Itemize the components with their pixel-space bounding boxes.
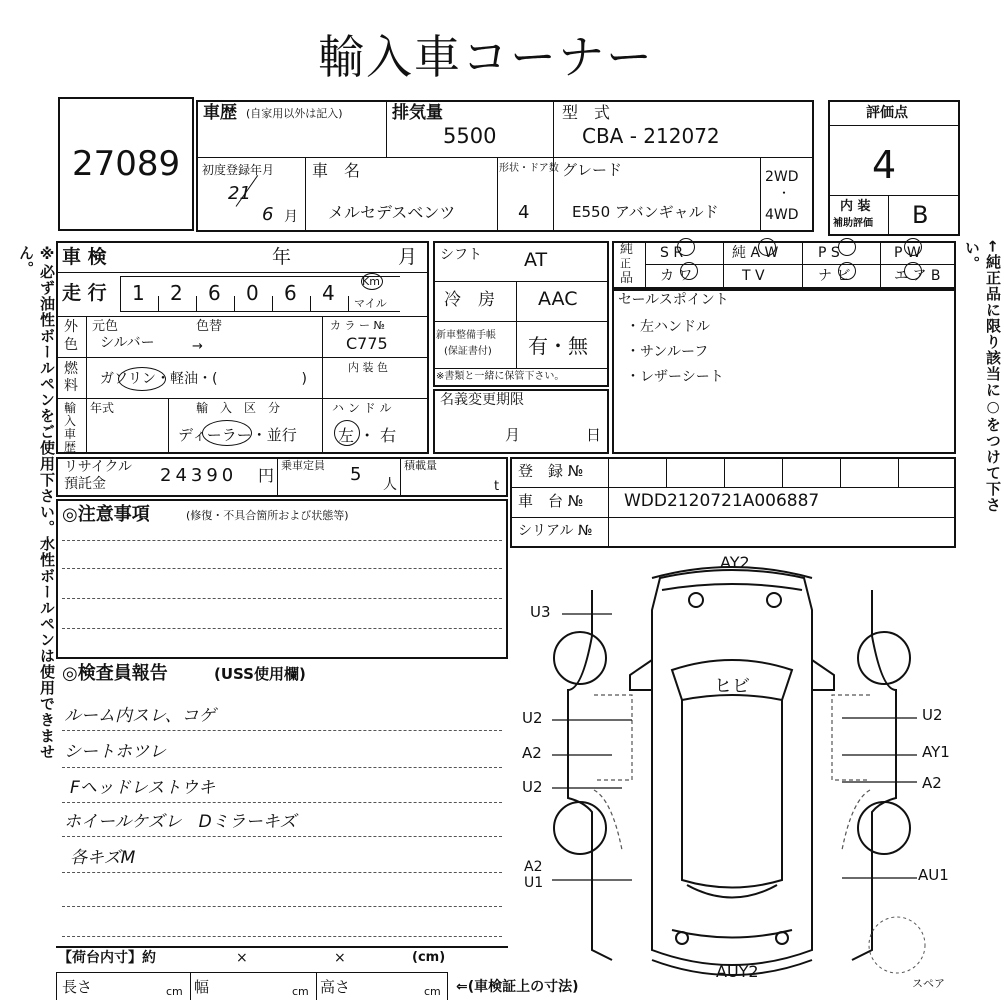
inspector-label: ◎検査員報告 — [62, 663, 168, 684]
handle-label: ハ ン ド ル — [332, 401, 392, 415]
cargo-width: 幅 — [194, 978, 210, 996]
doors-label: 形状・ドア数 — [499, 163, 559, 174]
color-change-arrow: → — [192, 339, 203, 354]
interior-score-label1: 内 装 — [840, 199, 871, 214]
mileage-digit: 6 — [208, 281, 221, 305]
drive-sep: ・ — [778, 186, 791, 200]
aircon-label: 冷 房 — [444, 290, 495, 310]
exterior-color-label1: 外 — [64, 319, 78, 335]
maintenance-note: ※書類と一緒に保管下さい。 — [436, 371, 565, 382]
model-type-value: CBA - 212072 — [582, 124, 720, 148]
original-color-value: シルバー — [100, 335, 155, 351]
handle-value: 左 ・ 右 — [338, 426, 397, 445]
recycle-unit: 円 — [258, 466, 275, 485]
recycle-value: 24390 — [160, 465, 238, 486]
cargo-length-cm: cm — [166, 985, 183, 998]
damage-windshield: ヒビ — [714, 676, 750, 697]
notes-sub: (修復・不具合箇所および状態等) — [186, 509, 349, 522]
inspector-line: シートホツレ — [64, 742, 166, 762]
color-change-label: 色替 — [196, 319, 223, 334]
fuel-value: ガソリン・軽油・( ) — [100, 371, 307, 387]
import-label3: 車 — [64, 427, 77, 441]
genuine-label3: 品 — [620, 271, 634, 286]
serial-no-label: シリアル № — [518, 523, 593, 539]
cargo-dims-row — [56, 972, 448, 1000]
damage-left: U1 — [524, 875, 544, 891]
inspector-line: ホイールケズレ Dミラーキズ — [64, 812, 297, 832]
cargo-x2: × — [334, 950, 346, 966]
doors-value: 4 — [518, 202, 530, 223]
displacement-label: 排気量 — [392, 103, 443, 123]
evaluation-score: 4 — [872, 143, 897, 187]
inspector-line: 各キズM — [70, 848, 136, 868]
first-registration-label: 初度登録年月 — [202, 163, 275, 177]
genuine-tv: T V — [742, 268, 765, 284]
cargo-label: 【荷台内寸】約 — [58, 950, 156, 966]
cargo-height: 高さ — [320, 978, 351, 996]
grade-value: E550 アバンギャルド — [572, 203, 719, 221]
sales-point-item: ・左ハンドル — [626, 319, 710, 335]
interior-score-value: B — [912, 201, 929, 229]
import-type-value: ディーラー・並行 — [178, 426, 297, 444]
inspector-line: ルーム内スレ、コゲ — [64, 706, 216, 726]
original-color-label: 元色 — [92, 319, 119, 334]
mileage-digit: 0 — [246, 281, 259, 305]
damage-rear: AUY2 — [716, 962, 759, 981]
shift-value: AT — [524, 249, 548, 271]
import-label4: 歴 — [64, 440, 77, 454]
color-no-label: カ ラ ー № — [330, 319, 385, 332]
notes-label: ◎注意事項 — [62, 504, 150, 525]
shaken-label: 車 検 — [62, 246, 107, 268]
maintenance-label1: 新車整備手帳 — [436, 330, 496, 341]
cargo-note: ⇐(車検証上の寸法) — [456, 979, 579, 995]
import-year-label: 年式 — [90, 401, 115, 415]
cargo-width-cm: cm — [292, 985, 309, 998]
maintenance-label2: (保証書付) — [444, 346, 492, 357]
genuine-navi: ナ ビ — [818, 268, 851, 284]
spare-label: スペア — [912, 977, 945, 990]
mileage-digit: 1 — [132, 281, 145, 305]
genuine-sr: S R — [660, 245, 684, 261]
aircon-value: AAC — [538, 288, 578, 310]
name-change-day: 日 — [586, 426, 602, 444]
genuine-airbag: エ ア B — [894, 268, 941, 284]
recycle-label2: 預託金 — [64, 476, 106, 492]
name-change-month: 月 — [505, 426, 521, 444]
damage-left: U2 — [522, 778, 543, 796]
fuel-label1: 燃 — [64, 361, 78, 377]
genuine-kawa: カ ワ — [660, 268, 693, 284]
first-registration-month-unit: 月 — [284, 209, 298, 225]
history-label: 車歴 — [203, 103, 237, 123]
genuine-ps: P S — [818, 245, 840, 261]
damage-left: U3 — [530, 603, 551, 621]
capacity-label: 乗車定員 — [281, 459, 325, 472]
damage-left: U2 — [522, 709, 543, 727]
interior-color-label: 内 装 色 — [348, 361, 388, 374]
history-note: (自家用以外は記入) — [246, 107, 343, 120]
registration-no-label: 登 録 № — [518, 462, 584, 480]
capacity-unit: 人 — [383, 477, 397, 493]
car-damage-diagram — [512, 550, 952, 990]
fuel-label2: 料 — [64, 378, 78, 394]
sales-point-item: ・レザーシート — [626, 369, 724, 385]
drive-2wd: 2WD — [765, 169, 799, 185]
import-label1: 輸 — [64, 401, 77, 415]
car-name-label: 車 名 — [312, 161, 361, 180]
damage-right: A2 — [922, 774, 942, 792]
shaken-month-unit: 月 — [398, 246, 418, 268]
page-title: 輸入車コーナー — [318, 30, 654, 84]
load-label: 積載量 — [404, 459, 437, 472]
import-type-label: 輸 入 区 分 — [196, 401, 281, 415]
load-unit: t — [494, 479, 500, 494]
name-change-label: 名義変更期限 — [440, 392, 524, 408]
mileage-label: 走 行 — [62, 282, 107, 304]
genuine-label1: 純 — [620, 242, 634, 257]
lot-number: 27089 — [72, 144, 181, 184]
sales-points-label: セールスポイント — [618, 292, 729, 308]
genuine-label2: 正 — [620, 257, 631, 270]
shift-label: シフト — [440, 247, 482, 263]
mileage-digit: 4 — [322, 281, 335, 305]
first-registration-year: 21 — [228, 183, 251, 204]
recycle-label1: リサイクル — [64, 459, 133, 475]
inspector-line: Fヘッドレストウキ — [70, 778, 216, 798]
mileage-unit-km: Km — [362, 275, 380, 288]
damage-front: AY2 — [720, 553, 750, 572]
mileage-unit-mile: マイル — [354, 297, 387, 310]
damage-right: U2 — [922, 706, 943, 724]
damage-left: A2 — [524, 859, 543, 875]
damage-right: AY1 — [922, 743, 950, 761]
genuine-pw: P W — [894, 245, 921, 261]
maintenance-value: 有・無 — [528, 334, 588, 358]
color-no-value: C775 — [346, 334, 388, 353]
car-name-value: メルセデスベンツ — [328, 203, 456, 222]
chassis-no-value: WDD2120721A006887 — [624, 491, 820, 511]
evaluation-label: 評価点 — [866, 105, 908, 121]
mileage-digit: 6 — [284, 281, 297, 305]
displacement-value: 5500 — [443, 124, 497, 148]
cargo-length: 長さ — [62, 978, 93, 996]
capacity-value: 5 — [350, 464, 362, 485]
cargo-unit: (cm) — [412, 950, 446, 965]
exterior-color-label2: 色 — [64, 337, 78, 353]
damage-left: A2 — [522, 744, 542, 762]
cargo-height-cm: cm — [424, 985, 441, 998]
mileage-digit: 2 — [170, 281, 183, 305]
interior-score-label2: 補助評価 — [833, 218, 873, 229]
model-type-label: 型 式 — [562, 103, 611, 122]
grade-label: グレード — [562, 161, 623, 179]
side-note-left: ※必ず油性ボールペンをご使用下さい。水性ボールペンは使用できません。 — [17, 245, 56, 760]
import-label2: 入 — [64, 414, 77, 428]
cargo-x1: × — [236, 950, 248, 966]
genuine-aw: 純 A W — [732, 245, 779, 261]
first-registration-month: 6 — [262, 204, 274, 225]
sales-point-item: ・サンルーフ — [626, 344, 709, 360]
damage-right: AU1 — [918, 866, 949, 884]
drive-4wd: 4WD — [765, 207, 799, 223]
shaken-year-unit: 年 — [272, 246, 292, 268]
side-note-right: ←純正品に限り該当に○をつけて下さい。 — [963, 240, 1002, 513]
chassis-no-label: 車 台 № — [518, 492, 584, 510]
inspector-sub: (USS使用欄) — [214, 665, 306, 683]
